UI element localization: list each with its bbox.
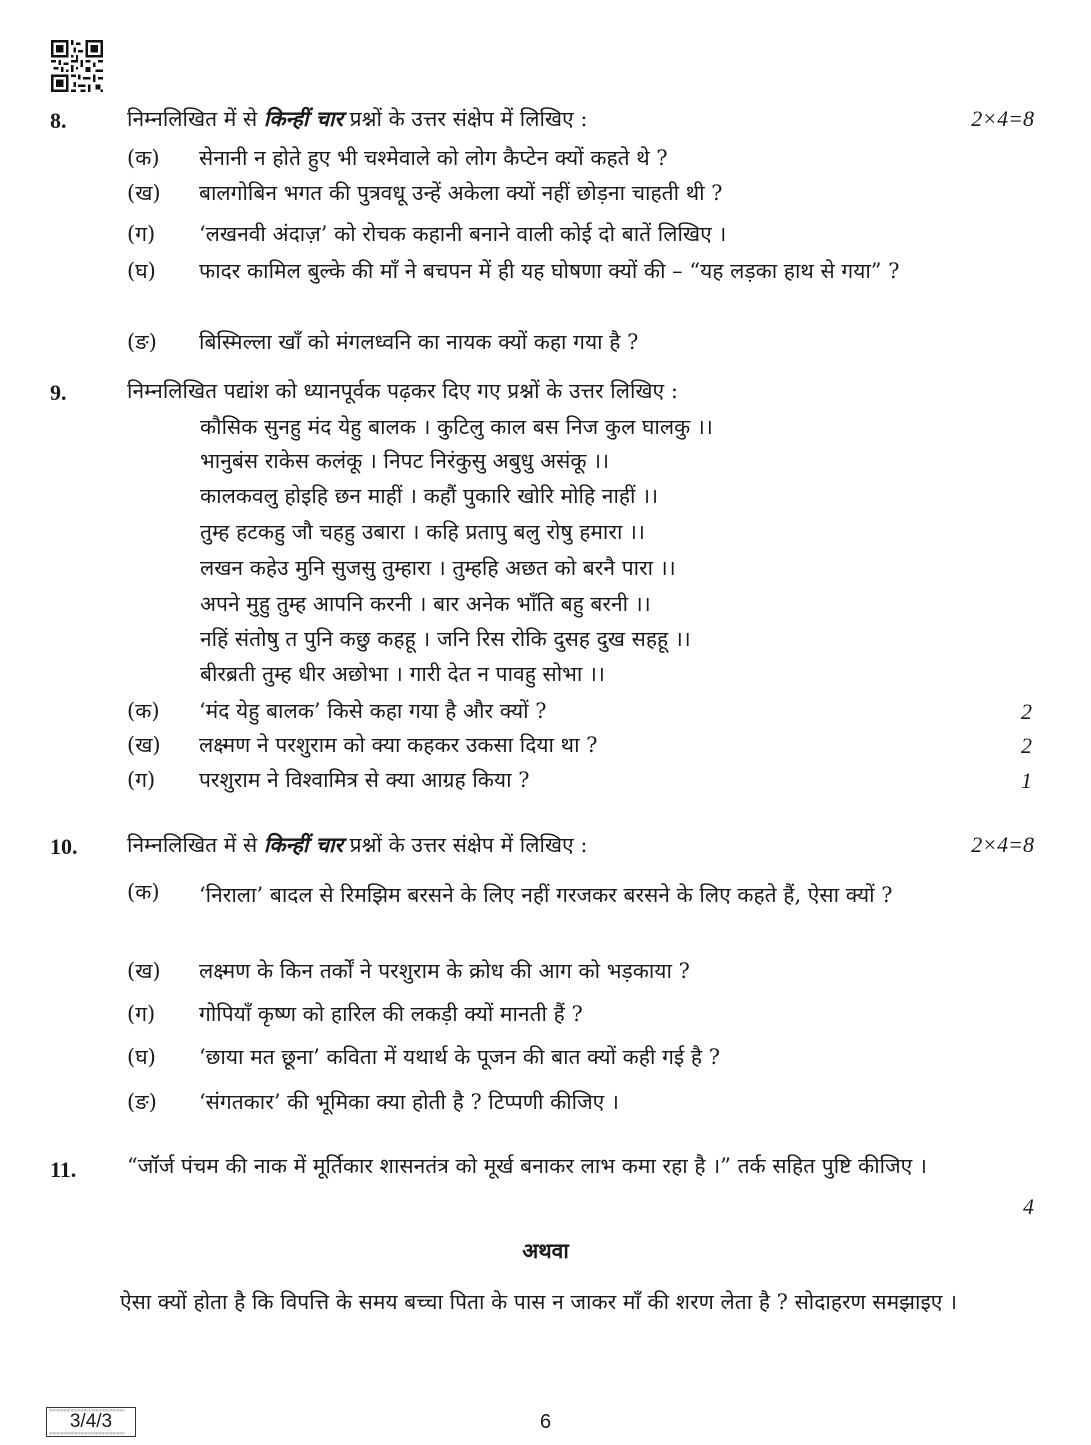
sub-question-label: (घ) [127, 259, 156, 283]
paper-code: 3/4/3 [69, 1411, 113, 1432]
sub-question-label: (ख) [127, 733, 161, 757]
stem-text: प्रश्नों के उत्तर संक्षेप में लिखिए : [343, 833, 588, 857]
question-marks: 4 [1023, 1194, 1034, 1219]
sub-question-label: (ग) [127, 1002, 156, 1026]
sub-question-label: (ग) [127, 222, 156, 246]
sub-question-label: (क) [127, 699, 160, 723]
code-microprint: ||||||||||||||||||||||||||||||||||||||||||||||||||||||||||||||||||||||||||||||||||||||||||||||||| [49, 1431, 125, 1435]
sub-question-label: (ख) [127, 959, 161, 983]
stem-text: निम्नलिखित में से [127, 833, 264, 857]
sub-question-text: लक्ष्मण ने परशुराम को क्या कहकर उकसा दिया था ? [199, 733, 598, 757]
sub-question-text: ‘निराला’ बादल से रिमझिम बरसने के लिए नहीं गरजकर बरसने के लिए कहते हैं, ऐसा क्यों ? [199, 883, 893, 907]
question-stem [127, 830, 587, 860]
question-number: 11. [50, 1157, 77, 1182]
verse-line: कालकवलु होइहि छन माहीं । कहौं पुकारि खोरि मोहि नाहीं ।। [200, 484, 659, 508]
page-number: 6 [539, 1411, 552, 1433]
sub-question-label: (ङ) [127, 330, 157, 354]
stem-emphasis: किन्हीं चार [263, 832, 343, 857]
sub-question-marks: 1 [1021, 768, 1032, 793]
stem-emphasis: किन्हीं चार [263, 106, 343, 131]
sub-question-label: (ङ) [127, 1090, 157, 1114]
sub-question-text: फादर कामिल बुल्के की माँ ने बचपन में ही यह घोषणा क्यों की – “यह लड़का हाथ से गया” ? [199, 259, 900, 283]
stem-text: प्रश्नों के उत्तर संक्षेप में लिखिए : [343, 107, 588, 131]
sub-question-marks: 2 [1021, 733, 1032, 758]
alternate-question-text: ऐसा क्यों होता है कि विपत्ति के समय बच्चा पिता के पास न जाकर माँ की शरण लेता है ? सोदाहरण समझाइए । [120, 1290, 958, 1314]
question-marks: 2×4=8 [971, 832, 1034, 857]
verse-line: बीरब्रती तुम्ह धीर अछोभा । गारी देत न पावहु सोभा ।। [200, 662, 605, 686]
question-number: 10. [50, 834, 78, 859]
question-marks: 2×4=8 [971, 106, 1034, 131]
code-microprint: ||||||||||||||||||||||||||||||||||||||||||||||||||||||||||||||||||||||||||||||||||||||||||||||||| [49, 1408, 125, 1412]
sub-question-label: (ख) [127, 181, 161, 205]
sub-question-text: ‘छाया मत छूना’ कविता में यथार्थ के पूजन की बात क्यों कही गई है ? [199, 1045, 720, 1069]
sub-question-label: (ग) [127, 768, 156, 792]
sub-question-label: (क) [127, 146, 160, 170]
question-number: 9. [50, 380, 67, 405]
verse-line: भानुबंस राकेस कलंकू । निपट निरंकुसु अबुधु असंकू ।। [200, 449, 610, 473]
or-divider: अथवा [522, 1238, 569, 1263]
question-number: 8. [50, 108, 67, 133]
question-stem [127, 104, 587, 134]
sub-question-label: (क) [127, 880, 160, 904]
verse-line: कौसिक सुनहु मंद येहु बालक । कुटिलु काल बस निज कुल घालकु ।। [200, 415, 713, 439]
verse-line: अपने मुहु तुम्ह आपनि करनी । बार अनेक भाँति बहु बरनी ।। [200, 592, 651, 616]
sub-question-text: परशुराम ने विश्वामित्र से क्या आग्रह किया ? [199, 768, 530, 792]
sub-question-text: गोपियाँ कृष्ण को हारिल की लकड़ी क्यों मानती हैं ? [199, 1002, 583, 1026]
question-text: “जॉर्ज पंचम की नाक में मूर्तिकार शासनतंत्र को मूर्ख बनाकर लाभ कमा रहा है ।” तर्क सहित पुष्टि कीजिए । [127, 1154, 927, 1178]
verse-line: तुम्ह हटकहु जौ चहहु उबारा । कहि प्रतापु बलु रोषु हमारा ।। [200, 520, 645, 544]
sub-question-marks: 2 [1021, 699, 1032, 724]
sub-question-text: ‘लखनवी अंदाज़’ को रोचक कहानी बनाने वाली कोई दो बातें लिखिए । [199, 222, 727, 246]
sub-question-text: बालगोबिन भगत की पुत्रवधू उन्हें अकेला क्यों नहीं छोड़ना चाहती थी ? [199, 181, 723, 205]
qr-code-icon [51, 40, 103, 92]
sub-question-text: सेनानी न होते हुए भी चश्मेवाले को लोग कैप्टेन क्यों कहते थे ? [199, 146, 668, 170]
sub-question-text: ‘संगतकार’ की भूमिका क्या होती है ? टिप्पणी कीजिए । [199, 1090, 619, 1114]
sub-question-text: लक्ष्मण के किन तर्कों ने परशुराम के क्रोध की आग को भड़काया ? [199, 959, 690, 983]
verse-line: नहिं संतोषु त पुनि कछु कहहू । जनि रिस रोकि दुसह दुख सहहू ।। [200, 627, 691, 651]
verse-line: लखन कहेउ मुनि सुजसु तुम्हारा । तुम्हहि अछत को बरनै पारा ।। [200, 556, 676, 580]
stem-text: निम्नलिखित में से [127, 107, 264, 131]
sub-question-label: (घ) [127, 1045, 156, 1069]
sub-question-text: ‘मंद येहु बालक’ किसे कहा गया है और क्यों ? [199, 699, 547, 723]
question-stem: निम्नलिखित पद्यांश को ध्यानपूर्वक पढ़कर दिए गए प्रश्नों के उत्तर लिखिए : [127, 379, 678, 403]
sub-question-text: बिस्मिल्ला खाँ को मंगलध्वनि का नायक क्यों कहा गया है ? [199, 330, 639, 354]
